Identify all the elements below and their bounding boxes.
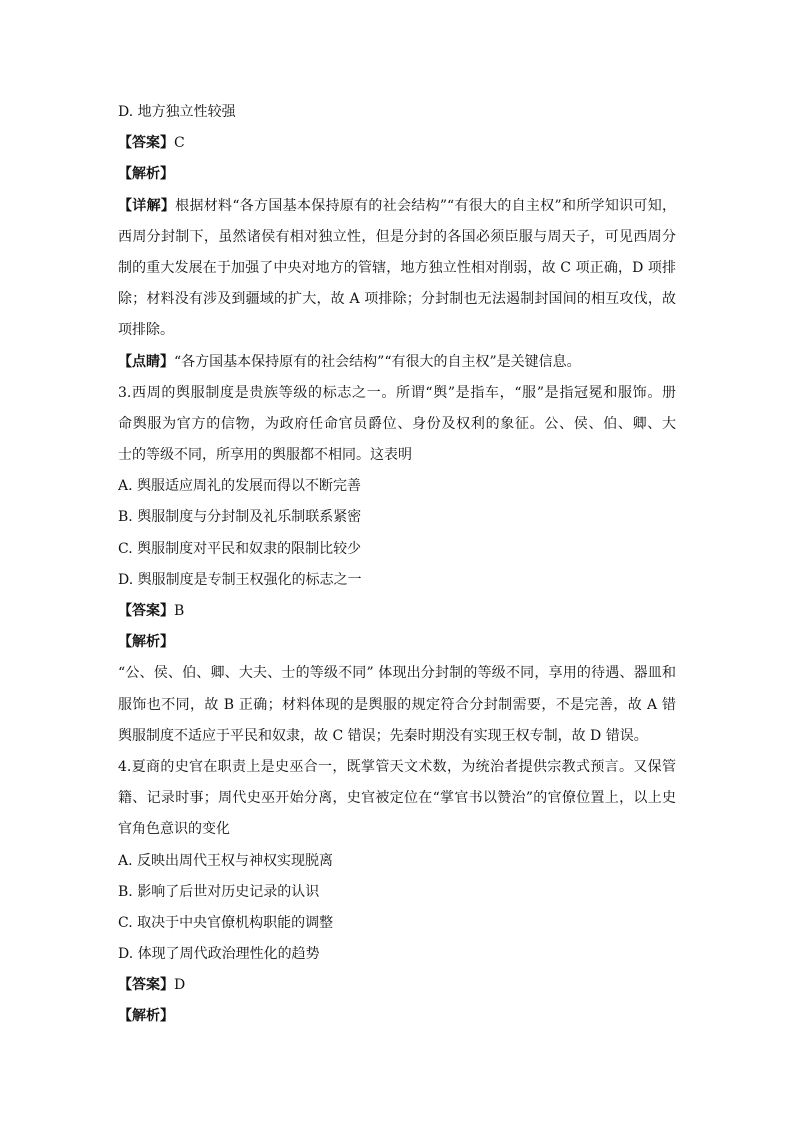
q2-detail-line-2: 西周分封制下，虽然诸侯有相对独立性，但是分封的各国必须臣服与周天子，可见西周分 <box>118 228 676 245</box>
q3-option-d: D. 舆服制度是专制王权强化的标志之一 <box>118 571 362 588</box>
q2-detail-label: 【详解】 <box>118 197 176 214</box>
q3-answer-label: 【答案】 <box>118 603 174 619</box>
q3-answer-value: B <box>174 603 185 619</box>
q4-option-a: A. 反映出周代王权与神权实现脱离 <box>118 852 334 869</box>
q2-analysis-label: 【解析】 <box>118 166 174 183</box>
q2-answer <box>118 128 676 159</box>
q3-option-c: C. 舆服制度对平民和奴隶的限制比较少 <box>118 540 362 557</box>
q3-analysis-line-2: 服饰也不同，故 B 正确；材料体现的是舆服的规定符合分封制需要，不是完善，故 A 错 <box>118 696 676 713</box>
q3-stem-line-3: 士的等级不同，所享用的舆服都不相同。这表明 <box>118 447 412 464</box>
q2-comment <box>118 347 676 378</box>
q2-detail-line-4: 除；材料没有涉及到疆域的扩大，故 A 项排除；分封制也无法遏制封国间的相互攻伐，故 <box>118 291 676 308</box>
q2-detail-line-5: 项排除。 <box>118 322 174 339</box>
q4-answer-value: D <box>174 977 186 994</box>
q4-option-d: D. 体现了周代政治理性化的趋势 <box>118 946 320 963</box>
q4-stem-line-2: 籍、记录时事；周代史巫开始分离，史官被定位在“掌官书以赞治”的官僚位置上，以上史 <box>118 790 676 807</box>
q4-option-c: C. 取决于中央官僚机构职能的调整 <box>118 914 334 931</box>
q2-comment-label: 【点睛】 <box>118 353 174 370</box>
q2-option-d: D. 地方独立性较强 <box>118 104 236 120</box>
q4-stem-line-3: 官角色意识的变化 <box>118 821 230 838</box>
q4-answer <box>118 970 676 1001</box>
q3-analysis-label: 【解析】 <box>118 634 174 651</box>
q4-analysis-label: 【解析】 <box>118 1008 174 1025</box>
q4-option-b: B. 影响了后世对历史记录的认识 <box>118 883 320 900</box>
q4-answer-label: 【答案】 <box>118 977 174 994</box>
document-page <box>118 97 676 1033</box>
q3-option-b: B. 舆服制度与分封制及礼乐制联系紧密 <box>118 509 362 526</box>
q2-answer-value: C <box>174 135 185 152</box>
q3-analysis-line-3: 舆服制度不适应于平民和奴隶，故 C 错误；先秦时期没有实现王权专制，故 D 错误。 <box>118 727 648 744</box>
q2-comment-text: “各方国基本保持原有的社会结构”“有很大的自主权”是关键信息。 <box>174 353 581 370</box>
q3-option-a: A. 舆服适应周礼的发展而得以不断完善 <box>118 478 362 495</box>
q2-detail-text-1: 根据材料“各方国基本保持原有的社会结构”“有很大的自主权”和所学知识可知， <box>175 197 676 214</box>
q3-analysis-line-1: “公、侯、伯、卿、大夫、士的等级不同” 体现出分封制的等级不同，享用的待遇、器皿和 <box>118 665 676 682</box>
q2-answer-label: 【答案】 <box>118 135 174 152</box>
q4-stem-line-1: 4.夏商的史官在职责上是史巫合一，既掌管天文术数，为统治者提供宗教式预言。又保管 <box>118 758 676 775</box>
q2-detail-line-1 <box>118 191 676 222</box>
q3-stem-line-1: 3.西周的舆服制度是贵族等级的标志之一。所谓“舆”是指车，“服”是指冠冕和服饰。册 <box>118 384 676 401</box>
q3-stem-line-2: 命舆服为官方的信物，为政府任命官员爵位、身份及权利的象征。公、侯、伯、卿、大 <box>118 415 676 432</box>
q3-answer <box>118 596 676 627</box>
q2-detail-line-3: 制的重大发展在于加强了中央对地方的管辖，地方独立性相对削弱，故 C 项正确，D 项排 <box>118 259 676 276</box>
